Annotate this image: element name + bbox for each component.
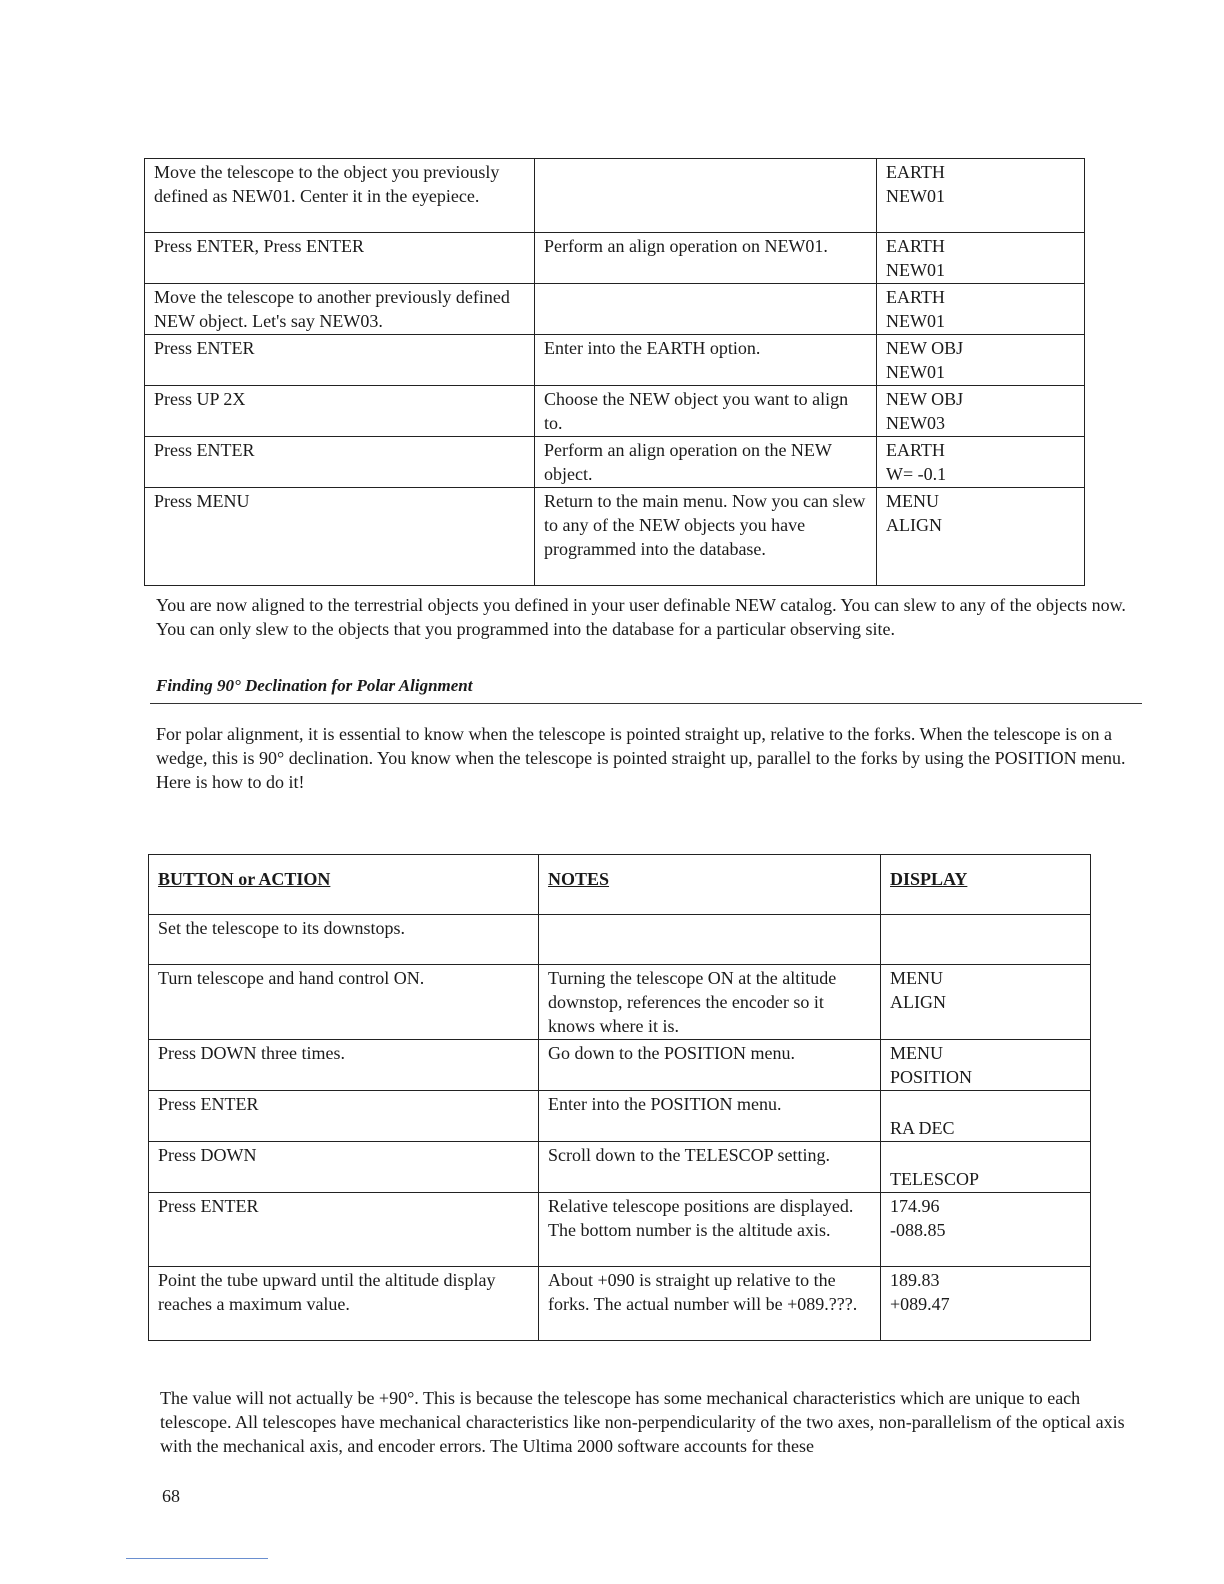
page-number: 68 — [162, 1486, 180, 1506]
action-cell: Move the telescope to the object you previously defined as NEW01. Center it in the eyepiece. — [145, 159, 535, 233]
display-cell — [881, 1267, 1091, 1341]
display-line-1: MENU — [890, 1043, 943, 1063]
display-cell — [881, 965, 1091, 1040]
table-row — [149, 965, 1091, 1040]
display-line-1: EARTH — [886, 236, 945, 256]
column-header-display: DISPLAY — [881, 855, 1091, 915]
table-row — [149, 1193, 1091, 1267]
display-line-2: NEW01 — [886, 311, 945, 331]
display-cell — [881, 915, 1091, 965]
notes-cell: Turning the telescope ON at the altitude downstop, references the encoder so it knows where it is. — [539, 965, 881, 1040]
body-paragraph: You are now aligned to the terrestrial objects you defined in your user definable NEW catalog. You can slew to any of the objects now. You can only slew to the objects that you programmed into the database for a particular observing site. — [156, 595, 1126, 639]
action-cell: Set the telescope to its downstops. — [149, 915, 539, 965]
display-cell — [877, 284, 1085, 335]
notes-cell: Go down to the POSITION menu. — [539, 1040, 881, 1091]
action-cell: Press ENTER, Press ENTER — [145, 233, 535, 284]
table-row — [145, 284, 1085, 335]
table-row — [149, 915, 1091, 965]
display-line-2: ALIGN — [886, 515, 942, 535]
alignment-steps-table — [144, 158, 1085, 586]
notes-cell — [539, 915, 881, 965]
action-cell: Press DOWN three times. — [149, 1040, 539, 1091]
display-cell — [877, 386, 1085, 437]
display-line-2: NEW01 — [886, 186, 945, 206]
display-line-1 — [890, 1145, 895, 1165]
display-cell — [881, 1040, 1091, 1091]
display-line-2: NEW01 — [886, 260, 945, 280]
column-header-notes: NOTES — [539, 855, 881, 915]
display-line-1: EARTH — [886, 440, 945, 460]
body-paragraph: The value will not actually be +90°. This is because the telescope has some mechanical characteristics which are unique to each telescope. All telescopes have mechanical characteristics like non-perpendicularity of the two axes, non-parallelism of the optical axis with the mechanical axis, and encoder errors. The Ultima 2000 software accounts for these — [160, 1388, 1125, 1456]
display-line-2: TELESCOP — [890, 1169, 980, 1189]
table-row — [145, 335, 1085, 386]
notes-cell: About +090 is straight up relative to the forks. The actual number will be +089.???. — [539, 1267, 881, 1341]
action-cell: Press ENTER — [149, 1193, 539, 1267]
action-cell: Turn telescope and hand control ON. — [149, 965, 539, 1040]
action-cell: Point the tube upward until the altitude display reaches a maximum value. — [149, 1267, 539, 1341]
display-cell — [877, 159, 1085, 233]
action-cell: Press UP 2X — [145, 386, 535, 437]
display-line-2: NEW03 — [886, 413, 945, 433]
notes-cell — [535, 284, 877, 335]
display-cell — [877, 437, 1085, 488]
action-cell: Press ENTER — [145, 335, 535, 386]
display-line-1: MENU — [890, 968, 943, 988]
display-line-1: MENU — [886, 491, 939, 511]
section-divider — [150, 703, 1142, 704]
action-cell: Press ENTER — [145, 437, 535, 488]
display-line-2: W= -0.1 — [886, 464, 947, 484]
table-row — [145, 159, 1085, 233]
display-cell — [881, 1091, 1091, 1142]
notes-cell: Choose the NEW object you want to align to. — [535, 386, 877, 437]
action-cell: Move the telescope to another previously defined NEW object. Let's say NEW03. — [145, 284, 535, 335]
display-cell — [877, 488, 1085, 586]
display-line-2: -088.85 — [890, 1220, 946, 1240]
display-line-2: +089.47 — [890, 1294, 950, 1314]
table-row — [145, 488, 1085, 586]
display-line-1: 189.83 — [890, 1270, 940, 1290]
table-row — [149, 1040, 1091, 1091]
notes-cell: Enter into the EARTH option. — [535, 335, 877, 386]
display-line-1 — [890, 1094, 895, 1114]
table-row — [145, 233, 1085, 284]
display-line-2: POSITION — [890, 1067, 973, 1087]
table-row — [145, 386, 1085, 437]
display-line-1: NEW OBJ — [886, 389, 964, 409]
action-cell: Press MENU — [145, 488, 535, 586]
display-line-2: ALIGN — [890, 992, 946, 1012]
action-cell: Press DOWN — [149, 1142, 539, 1193]
display-cell — [881, 1142, 1091, 1193]
notes-cell — [535, 159, 877, 233]
display-cell — [877, 335, 1085, 386]
table-row — [149, 1267, 1091, 1341]
table-row — [149, 1091, 1091, 1142]
display-line-1: NEW OBJ — [886, 338, 964, 358]
column-header-action: BUTTON or ACTION — [149, 855, 539, 915]
notes-cell: Return to the main menu. Now you can slew to any of the NEW objects you have programmed into the database. — [535, 488, 877, 586]
display-line-1: 174.96 — [890, 1196, 940, 1216]
body-paragraph: For polar alignment, it is essential to know when the telescope is pointed straight up, relative to the forks. When the telescope is on a wedge, this is 90° declination. You know when the telescope is pointed straight up, parallel to the forks by using the POSITION menu. Here is how to do it! — [156, 724, 1126, 792]
display-line-2: NEW01 — [886, 362, 945, 382]
notes-cell: Enter into the POSITION menu. — [539, 1091, 881, 1142]
table-header-row — [149, 855, 1091, 915]
display-line-1: EARTH — [886, 287, 945, 307]
display-line-2: RA DEC — [890, 1118, 955, 1138]
display-line-1: EARTH — [886, 162, 945, 182]
notes-cell: Perform an align operation on the NEW object. — [535, 437, 877, 488]
notes-cell: Scroll down to the TELESCOP setting. — [539, 1142, 881, 1193]
footer-divider — [126, 1558, 268, 1559]
notes-cell: Relative telescope positions are displayed. The bottom number is the altitude axis. — [539, 1193, 881, 1267]
polar-alignment-table — [148, 854, 1091, 1341]
action-cell: Press ENTER — [149, 1091, 539, 1142]
table-row — [145, 437, 1085, 488]
section-title: Finding 90° Declination for Polar Alignment — [156, 676, 473, 695]
notes-cell: Perform an align operation on NEW01. — [535, 233, 877, 284]
display-cell — [877, 233, 1085, 284]
display-cell — [881, 1193, 1091, 1267]
table-row — [149, 1142, 1091, 1193]
